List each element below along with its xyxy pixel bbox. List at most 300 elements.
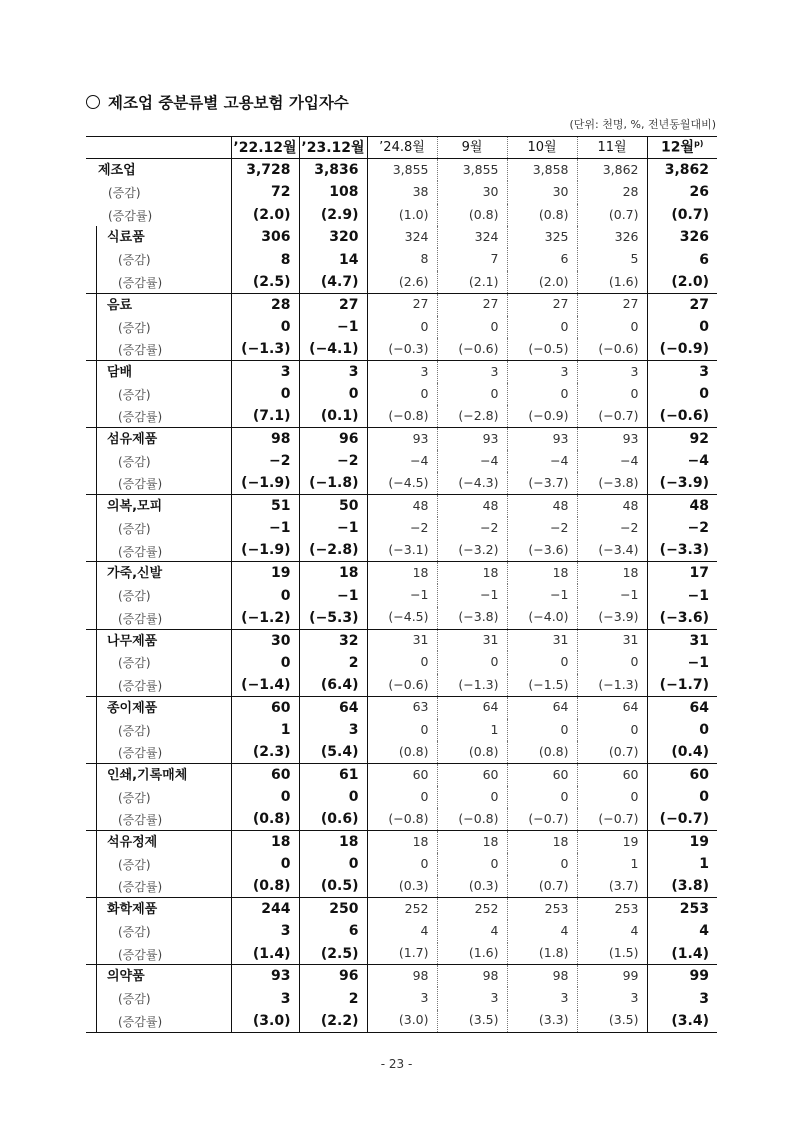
value-cell: 93 bbox=[231, 965, 299, 987]
row-label bbox=[86, 338, 231, 360]
row-label-text: 섬유제품 bbox=[107, 432, 158, 448]
value-cell: (2.3) bbox=[231, 741, 299, 763]
circle-bullet-icon bbox=[86, 95, 100, 109]
row-label-text: (증감률) bbox=[118, 544, 163, 559]
value-cell: (0.7) bbox=[577, 741, 647, 763]
row-label-text: 가죽,신발 bbox=[107, 566, 163, 582]
value-cell: (2.2) bbox=[299, 1010, 367, 1032]
table-row bbox=[86, 383, 717, 405]
value-cell: 48 bbox=[507, 495, 577, 517]
value-cell: 108 bbox=[299, 181, 367, 203]
col-header: ’24.8월 bbox=[367, 137, 437, 159]
value-cell: 7 bbox=[437, 248, 507, 270]
value-cell: 0 bbox=[367, 651, 437, 673]
value-cell: 60 bbox=[507, 763, 577, 785]
value-cell: (−4.1) bbox=[299, 338, 367, 360]
row-label-text: (증감률) bbox=[108, 208, 153, 223]
value-cell: (2.9) bbox=[299, 204, 367, 226]
row-label bbox=[86, 472, 231, 494]
value-cell: 0 bbox=[367, 719, 437, 741]
value-cell: (−3.4) bbox=[577, 540, 647, 562]
row-label bbox=[86, 540, 231, 562]
value-cell: 0 bbox=[437, 383, 507, 405]
value-cell: 5 bbox=[577, 248, 647, 270]
value-cell: 0 bbox=[299, 383, 367, 405]
table-row bbox=[86, 226, 717, 248]
value-cell: 0 bbox=[577, 719, 647, 741]
table-row bbox=[86, 204, 717, 226]
value-cell: 3,862 bbox=[577, 159, 647, 181]
row-label-text: (증감률) bbox=[118, 678, 163, 693]
value-cell: (2.0) bbox=[507, 271, 577, 293]
row-label bbox=[86, 719, 231, 741]
value-cell: 3 bbox=[577, 360, 647, 382]
value-cell: 27 bbox=[507, 293, 577, 315]
row-label bbox=[86, 1010, 231, 1032]
value-cell: 326 bbox=[647, 226, 717, 248]
value-cell: 17 bbox=[647, 562, 717, 584]
value-cell: −1 bbox=[437, 584, 507, 606]
value-cell: 64 bbox=[299, 696, 367, 718]
value-cell: (0.8) bbox=[231, 808, 299, 830]
table-row bbox=[86, 696, 717, 718]
row-label-text: (증감률) bbox=[118, 410, 163, 425]
value-cell: 26 bbox=[647, 181, 717, 203]
value-cell: 0 bbox=[507, 316, 577, 338]
table-row bbox=[86, 741, 717, 763]
value-cell: 0 bbox=[647, 786, 717, 808]
value-cell: −2 bbox=[299, 450, 367, 472]
row-label-text: 식료품 bbox=[107, 230, 145, 246]
value-cell: 18 bbox=[437, 831, 507, 853]
value-cell: 0 bbox=[367, 383, 437, 405]
table-row bbox=[86, 360, 717, 382]
value-cell: 3 bbox=[437, 987, 507, 1009]
table-row bbox=[86, 428, 717, 450]
row-label bbox=[86, 853, 231, 875]
employment-insurance-table bbox=[86, 136, 717, 1033]
row-label-text: (증감률) bbox=[118, 343, 163, 358]
value-cell: 3,728 bbox=[231, 159, 299, 181]
value-cell: 0 bbox=[507, 651, 577, 673]
value-cell: −1 bbox=[647, 584, 717, 606]
value-cell: (−3.7) bbox=[507, 472, 577, 494]
value-cell: 31 bbox=[437, 629, 507, 651]
row-label bbox=[86, 607, 231, 629]
row-label-text: (증감률) bbox=[118, 813, 163, 828]
table-row bbox=[86, 719, 717, 741]
value-cell: (−0.9) bbox=[647, 338, 717, 360]
value-cell: (0.8) bbox=[507, 741, 577, 763]
row-label-text: (증감) bbox=[118, 656, 151, 671]
value-cell: 27 bbox=[437, 293, 507, 315]
value-cell: 31 bbox=[507, 629, 577, 651]
row-label bbox=[86, 696, 231, 718]
value-cell: 18 bbox=[299, 562, 367, 584]
value-cell: 252 bbox=[367, 898, 437, 920]
value-cell: 93 bbox=[437, 428, 507, 450]
value-cell: (−4.5) bbox=[367, 472, 437, 494]
table-row bbox=[86, 584, 717, 606]
value-cell: 3 bbox=[647, 360, 717, 382]
value-cell: 3 bbox=[299, 719, 367, 741]
value-cell: 0 bbox=[507, 719, 577, 741]
value-cell: (−3.3) bbox=[647, 540, 717, 562]
value-cell: 60 bbox=[231, 696, 299, 718]
table-row bbox=[86, 405, 717, 427]
row-label-text: (증감률) bbox=[118, 611, 163, 626]
value-cell: 27 bbox=[367, 293, 437, 315]
table-row bbox=[86, 965, 717, 987]
value-cell: (4.7) bbox=[299, 271, 367, 293]
value-cell: 0 bbox=[647, 316, 717, 338]
value-cell: 50 bbox=[299, 495, 367, 517]
table-title bbox=[86, 91, 349, 113]
value-cell: 19 bbox=[577, 831, 647, 853]
value-cell: 3,855 bbox=[437, 159, 507, 181]
value-cell: −2 bbox=[231, 450, 299, 472]
row-label-text: 나무제품 bbox=[107, 633, 158, 649]
value-cell: 27 bbox=[299, 293, 367, 315]
value-cell: 14 bbox=[299, 248, 367, 270]
row-label-text: 인쇄,기록매체 bbox=[107, 767, 188, 783]
value-cell: 30 bbox=[437, 181, 507, 203]
value-cell: 3,862 bbox=[647, 159, 717, 181]
col-header: ’23.12월 bbox=[299, 137, 367, 159]
value-cell: (2.1) bbox=[437, 271, 507, 293]
value-cell: (1.4) bbox=[647, 943, 717, 965]
value-cell: 0 bbox=[367, 316, 437, 338]
value-cell: 0 bbox=[507, 786, 577, 808]
value-cell: 60 bbox=[577, 763, 647, 785]
table-row bbox=[86, 248, 717, 270]
header-row bbox=[86, 137, 717, 159]
value-cell: 98 bbox=[231, 428, 299, 450]
value-cell: 1 bbox=[231, 719, 299, 741]
value-cell: (7.1) bbox=[231, 405, 299, 427]
value-cell: 0 bbox=[437, 853, 507, 875]
value-cell: (−4.5) bbox=[367, 607, 437, 629]
value-cell: 64 bbox=[437, 696, 507, 718]
row-label-text: (증감률) bbox=[118, 947, 163, 962]
value-cell: (0.4) bbox=[647, 741, 717, 763]
value-cell: 4 bbox=[437, 920, 507, 942]
value-cell: 72 bbox=[231, 181, 299, 203]
value-cell: (3.5) bbox=[577, 1010, 647, 1032]
value-cell: 60 bbox=[437, 763, 507, 785]
table-row bbox=[86, 629, 717, 651]
row-label-text: (증감) bbox=[118, 723, 151, 738]
value-cell: (1.4) bbox=[231, 943, 299, 965]
table-row bbox=[86, 920, 717, 942]
value-cell: (−3.9) bbox=[647, 472, 717, 494]
value-cell: 8 bbox=[231, 248, 299, 270]
value-cell: 0 bbox=[577, 316, 647, 338]
value-cell: (−0.9) bbox=[507, 405, 577, 427]
value-cell: 3,855 bbox=[367, 159, 437, 181]
table-row bbox=[86, 853, 717, 875]
row-label bbox=[86, 651, 231, 673]
value-cell: (−0.8) bbox=[437, 808, 507, 830]
value-cell: (0.8) bbox=[437, 741, 507, 763]
table-row bbox=[86, 159, 717, 181]
value-cell: (−0.6) bbox=[367, 674, 437, 696]
value-cell: (−1.2) bbox=[231, 607, 299, 629]
row-label bbox=[86, 674, 231, 696]
value-cell: 0 bbox=[577, 651, 647, 673]
value-cell: 3 bbox=[507, 987, 577, 1009]
value-cell: −1 bbox=[231, 517, 299, 539]
value-cell: (0.8) bbox=[507, 204, 577, 226]
row-label bbox=[86, 562, 231, 584]
value-cell: 60 bbox=[647, 763, 717, 785]
value-cell: 0 bbox=[231, 853, 299, 875]
row-label bbox=[86, 987, 231, 1009]
header-label-cell bbox=[86, 137, 231, 159]
value-cell: (−0.6) bbox=[437, 338, 507, 360]
row-label bbox=[86, 204, 231, 226]
table-row bbox=[86, 651, 717, 673]
value-cell: (−3.6) bbox=[647, 607, 717, 629]
row-label bbox=[86, 450, 231, 472]
value-cell: 324 bbox=[437, 226, 507, 248]
value-cell: 0 bbox=[367, 853, 437, 875]
value-cell: 99 bbox=[577, 965, 647, 987]
value-cell: (−3.6) bbox=[507, 540, 577, 562]
value-cell: 3 bbox=[299, 360, 367, 382]
value-cell: (−3.8) bbox=[577, 472, 647, 494]
value-cell: 3,836 bbox=[299, 159, 367, 181]
row-label bbox=[86, 965, 231, 987]
value-cell: 93 bbox=[367, 428, 437, 450]
value-cell: 4 bbox=[507, 920, 577, 942]
row-label-text: (증감률) bbox=[118, 1014, 163, 1029]
value-cell: −2 bbox=[437, 517, 507, 539]
value-cell: 0 bbox=[507, 853, 577, 875]
value-cell: (−0.7) bbox=[507, 808, 577, 830]
row-label-text: (증감) bbox=[118, 387, 151, 402]
value-cell: 3 bbox=[577, 987, 647, 1009]
value-cell: (−1.3) bbox=[231, 338, 299, 360]
row-label-text: (증감) bbox=[108, 186, 141, 201]
row-label-text: (증감) bbox=[118, 790, 151, 805]
row-label bbox=[86, 763, 231, 785]
value-cell: 0 bbox=[507, 383, 577, 405]
value-cell: (0.7) bbox=[507, 875, 577, 897]
value-cell: 3,858 bbox=[507, 159, 577, 181]
value-cell: 252 bbox=[437, 898, 507, 920]
value-cell: (−2.8) bbox=[437, 405, 507, 427]
table-row bbox=[86, 943, 717, 965]
value-cell: 28 bbox=[231, 293, 299, 315]
value-cell: −2 bbox=[577, 517, 647, 539]
value-cell: (3.8) bbox=[647, 875, 717, 897]
value-cell: 98 bbox=[367, 965, 437, 987]
value-cell: −4 bbox=[647, 450, 717, 472]
value-cell: (3.0) bbox=[367, 1010, 437, 1032]
table-row bbox=[86, 181, 717, 203]
value-cell: 18 bbox=[577, 562, 647, 584]
value-cell: (0.6) bbox=[299, 808, 367, 830]
col-header-latest: 12월$^{p)}$ bbox=[647, 137, 717, 159]
value-cell: 96 bbox=[299, 965, 367, 987]
value-cell: 0 bbox=[367, 786, 437, 808]
value-cell: (0.8) bbox=[231, 875, 299, 897]
value-cell: (2.0) bbox=[647, 271, 717, 293]
value-cell: (−0.8) bbox=[367, 405, 437, 427]
value-cell: 18 bbox=[367, 831, 437, 853]
value-cell: 48 bbox=[647, 495, 717, 517]
value-cell: (−1.3) bbox=[577, 674, 647, 696]
table-row bbox=[86, 540, 717, 562]
value-cell: 0 bbox=[647, 383, 717, 405]
value-cell: (5.4) bbox=[299, 741, 367, 763]
value-cell: 48 bbox=[437, 495, 507, 517]
value-cell: 6 bbox=[507, 248, 577, 270]
value-cell: (−0.3) bbox=[367, 338, 437, 360]
value-cell: 6 bbox=[299, 920, 367, 942]
value-cell: (0.3) bbox=[367, 875, 437, 897]
col-header: 9월 bbox=[437, 137, 507, 159]
value-cell: 306 bbox=[231, 226, 299, 248]
value-cell: −1 bbox=[507, 584, 577, 606]
value-cell: (−1.8) bbox=[299, 472, 367, 494]
value-cell: −2 bbox=[507, 517, 577, 539]
value-cell: 18 bbox=[231, 831, 299, 853]
value-cell: 0 bbox=[437, 651, 507, 673]
value-cell: (−1.9) bbox=[231, 472, 299, 494]
value-cell: −1 bbox=[299, 517, 367, 539]
value-cell: (−3.1) bbox=[367, 540, 437, 562]
value-cell: 326 bbox=[577, 226, 647, 248]
row-label-text: 의약품 bbox=[107, 969, 145, 985]
row-label bbox=[86, 293, 231, 315]
table-row bbox=[86, 562, 717, 584]
row-label-text: 담배 bbox=[107, 364, 133, 380]
value-cell: −1 bbox=[647, 651, 717, 673]
value-cell: 64 bbox=[647, 696, 717, 718]
value-cell: (−0.7) bbox=[577, 808, 647, 830]
value-cell: (−0.6) bbox=[577, 338, 647, 360]
value-cell: (0.5) bbox=[299, 875, 367, 897]
value-cell: (2.5) bbox=[299, 943, 367, 965]
value-cell: 27 bbox=[577, 293, 647, 315]
value-cell: 98 bbox=[437, 965, 507, 987]
value-cell: 0 bbox=[299, 853, 367, 875]
value-cell: 38 bbox=[367, 181, 437, 203]
value-cell: (−1.5) bbox=[507, 674, 577, 696]
preliminary-mark: p) bbox=[694, 139, 704, 149]
value-cell: 0 bbox=[231, 316, 299, 338]
table-row bbox=[86, 517, 717, 539]
row-label-text: 석유정제 bbox=[107, 835, 158, 851]
table-row bbox=[86, 607, 717, 629]
table-row bbox=[86, 293, 717, 315]
row-label bbox=[86, 360, 231, 382]
value-cell: (1.8) bbox=[507, 943, 577, 965]
value-cell: (−0.6) bbox=[647, 405, 717, 427]
row-label bbox=[86, 898, 231, 920]
value-cell: −1 bbox=[367, 584, 437, 606]
value-cell: 6 bbox=[647, 248, 717, 270]
value-cell: 30 bbox=[507, 181, 577, 203]
value-cell: −2 bbox=[647, 517, 717, 539]
value-cell: 1 bbox=[577, 853, 647, 875]
value-cell: 3 bbox=[507, 360, 577, 382]
row-label bbox=[86, 159, 231, 181]
row-label bbox=[86, 920, 231, 942]
row-label bbox=[86, 808, 231, 830]
value-cell: 325 bbox=[507, 226, 577, 248]
value-cell: 8 bbox=[367, 248, 437, 270]
value-cell: 18 bbox=[437, 562, 507, 584]
value-cell: (3.3) bbox=[507, 1010, 577, 1032]
row-label-text: (증감률) bbox=[118, 880, 163, 895]
col-header: ’22.12월 bbox=[231, 137, 299, 159]
value-cell: 30 bbox=[231, 629, 299, 651]
value-cell: 324 bbox=[367, 226, 437, 248]
value-cell: 1 bbox=[437, 719, 507, 741]
value-cell: 60 bbox=[231, 763, 299, 785]
row-label bbox=[86, 875, 231, 897]
table-row bbox=[86, 450, 717, 472]
value-cell: (−1.9) bbox=[231, 540, 299, 562]
row-label-text: 종이제품 bbox=[107, 700, 158, 716]
row-label-text: (증감) bbox=[118, 992, 151, 1007]
row-label bbox=[86, 405, 231, 427]
value-cell: 2 bbox=[299, 987, 367, 1009]
value-cell: (2.5) bbox=[231, 271, 299, 293]
value-cell: 60 bbox=[367, 763, 437, 785]
value-cell: (−3.2) bbox=[437, 540, 507, 562]
value-cell: −1 bbox=[299, 584, 367, 606]
value-cell: (3.0) bbox=[231, 1010, 299, 1032]
value-cell: (1.0) bbox=[367, 204, 437, 226]
value-cell: (−1.4) bbox=[231, 674, 299, 696]
row-label-text: 음료 bbox=[107, 297, 133, 313]
value-cell: 28 bbox=[577, 181, 647, 203]
row-label-text: (증감) bbox=[118, 925, 151, 940]
value-cell: 3 bbox=[231, 360, 299, 382]
table-row bbox=[86, 674, 717, 696]
value-cell: 4 bbox=[367, 920, 437, 942]
table-row bbox=[86, 495, 717, 517]
row-label bbox=[86, 181, 231, 203]
value-cell: 64 bbox=[577, 696, 647, 718]
value-cell: 92 bbox=[647, 428, 717, 450]
value-cell: 48 bbox=[367, 495, 437, 517]
value-cell: 98 bbox=[507, 965, 577, 987]
value-cell: (−1.3) bbox=[437, 674, 507, 696]
value-cell: 1 bbox=[647, 853, 717, 875]
value-cell: (3.5) bbox=[437, 1010, 507, 1032]
value-cell: 253 bbox=[647, 898, 717, 920]
value-cell: 48 bbox=[577, 495, 647, 517]
row-label bbox=[86, 271, 231, 293]
table-row bbox=[86, 808, 717, 830]
row-label bbox=[86, 786, 231, 808]
value-cell: (−0.5) bbox=[507, 338, 577, 360]
row-label-text: (증감률) bbox=[118, 477, 163, 492]
value-cell: 3 bbox=[367, 360, 437, 382]
value-cell: 93 bbox=[507, 428, 577, 450]
value-cell: 0 bbox=[231, 383, 299, 405]
value-cell: (−0.7) bbox=[647, 808, 717, 830]
table-row bbox=[86, 987, 717, 1009]
table-row bbox=[86, 1010, 717, 1032]
value-cell: (−5.3) bbox=[299, 607, 367, 629]
value-cell: −2 bbox=[367, 517, 437, 539]
